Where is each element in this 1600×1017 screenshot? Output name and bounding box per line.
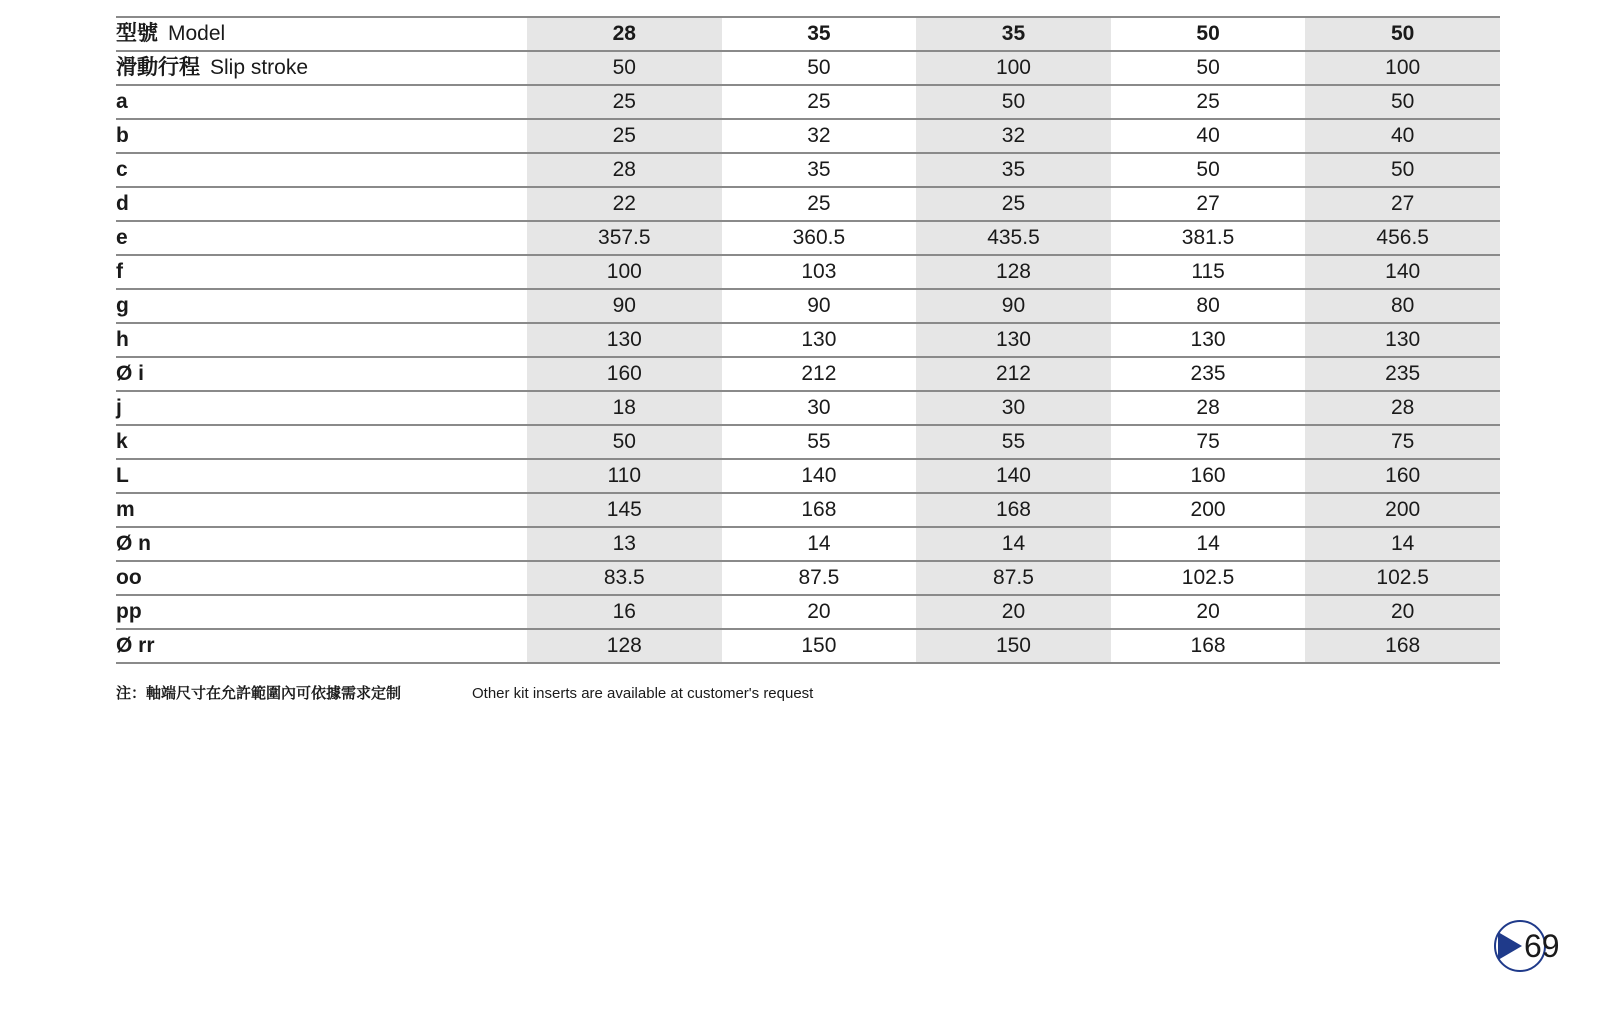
table-cell: 20 <box>1111 595 1306 629</box>
spec-table-body <box>116 17 1500 663</box>
table-cell: 20 <box>722 595 917 629</box>
table-cell: 25 <box>527 119 722 153</box>
table-cell: 16 <box>527 595 722 629</box>
table-cell: 90 <box>722 289 917 323</box>
table-cell: 50 <box>1111 51 1306 85</box>
row-label: Ø n <box>116 527 527 561</box>
row-label: j <box>116 391 527 425</box>
table-cell: 130 <box>916 323 1111 357</box>
row-label: g <box>116 289 527 323</box>
table-cell: 50 <box>1305 85 1500 119</box>
table-cell: 90 <box>916 289 1111 323</box>
table-cell: 130 <box>722 323 917 357</box>
table-row <box>116 289 1500 323</box>
table-cell: 50 <box>527 51 722 85</box>
row-label: c <box>116 153 527 187</box>
table-cell: 87.5 <box>916 561 1111 595</box>
table-cell: 50 <box>527 425 722 459</box>
note-chinese: 注：軸端尺寸在允許範圍內可依據需求定制 <box>116 685 402 702</box>
row-label: d <box>116 187 527 221</box>
table-cell: 25 <box>722 85 917 119</box>
row-label <box>116 17 527 51</box>
table-cell: 200 <box>1111 493 1306 527</box>
row-label: m <box>116 493 527 527</box>
model-label-cn: 型號 <box>116 22 158 45</box>
row-label: b <box>116 119 527 153</box>
table-cell: 102.5 <box>1111 561 1306 595</box>
table-cell: 28 <box>527 153 722 187</box>
table-cell: 40 <box>1111 119 1306 153</box>
table-row <box>116 629 1500 663</box>
table-row <box>116 323 1500 357</box>
table-cell: 28 <box>1305 391 1500 425</box>
table-row <box>116 119 1500 153</box>
table-row <box>116 425 1500 459</box>
table-row <box>116 459 1500 493</box>
table-cell: 80 <box>1305 289 1500 323</box>
table-cell: 100 <box>1305 51 1500 85</box>
table-cell: 357.5 <box>527 221 722 255</box>
table-cell: 103 <box>722 255 917 289</box>
table-cell: 100 <box>916 51 1111 85</box>
table-header-row <box>116 17 1500 51</box>
table-cell: 128 <box>916 255 1111 289</box>
table-cell: 20 <box>916 595 1111 629</box>
table-cell: 145 <box>527 493 722 527</box>
row-label: a <box>116 85 527 119</box>
table-cell: 456.5 <box>1305 221 1500 255</box>
table-cell: 110 <box>527 459 722 493</box>
table-cell: 25 <box>916 187 1111 221</box>
table-cell: 160 <box>1305 459 1500 493</box>
row-label: L <box>116 459 527 493</box>
table-cell: 40 <box>1305 119 1500 153</box>
table-row <box>116 391 1500 425</box>
table-cell: 50 <box>1111 153 1306 187</box>
table-row <box>116 357 1500 391</box>
table-cell: 14 <box>916 527 1111 561</box>
row-label: e <box>116 221 527 255</box>
table-row <box>116 153 1500 187</box>
table-cell: 14 <box>722 527 917 561</box>
table-cell: 140 <box>1305 255 1500 289</box>
note-english: Other kit inserts are available at customer's request <box>472 685 814 702</box>
table-cell: 22 <box>527 187 722 221</box>
table-row <box>116 561 1500 595</box>
model-label-en: Model <box>168 22 226 45</box>
table-cell: 80 <box>1111 289 1306 323</box>
row-label <box>116 51 527 85</box>
table-row <box>116 527 1500 561</box>
row-label-cn: 滑動行程 <box>116 56 200 79</box>
table-cell: 381.5 <box>1111 221 1306 255</box>
table-cell: 150 <box>722 629 917 663</box>
table-cell: 130 <box>1111 323 1306 357</box>
table-cell: 140 <box>722 459 917 493</box>
spec-table <box>116 16 1500 664</box>
table-cell: 200 <box>1305 493 1500 527</box>
page-number-badge <box>1494 920 1560 972</box>
play-arrow-icon <box>1498 932 1522 960</box>
table-row <box>116 51 1500 85</box>
table-row <box>116 85 1500 119</box>
table-cell: 35 <box>916 153 1111 187</box>
table-cell: 13 <box>527 527 722 561</box>
table-cell: 115 <box>1111 255 1306 289</box>
table-cell: 235 <box>1305 357 1500 391</box>
row-label: Ø i <box>116 357 527 391</box>
table-cell: 87.5 <box>722 561 917 595</box>
table-cell: 30 <box>916 391 1111 425</box>
page-number: 69 <box>1524 928 1560 964</box>
model-cell: 35 <box>916 17 1111 51</box>
table-cell: 100 <box>527 255 722 289</box>
table-cell: 18 <box>527 391 722 425</box>
table-cell: 35 <box>722 153 917 187</box>
model-cell: 50 <box>1111 17 1306 51</box>
table-cell: 435.5 <box>916 221 1111 255</box>
table-cell: 50 <box>722 51 917 85</box>
table-cell: 27 <box>1111 187 1306 221</box>
row-label: pp <box>116 595 527 629</box>
model-cell: 28 <box>527 17 722 51</box>
table-cell: 27 <box>1305 187 1500 221</box>
table-cell: 32 <box>722 119 917 153</box>
table-cell: 160 <box>527 357 722 391</box>
table-cell: 140 <box>916 459 1111 493</box>
table-cell: 14 <box>1111 527 1306 561</box>
table-cell: 360.5 <box>722 221 917 255</box>
table-cell: 50 <box>916 85 1111 119</box>
row-label: f <box>116 255 527 289</box>
table-cell: 130 <box>527 323 722 357</box>
table-cell: 160 <box>1111 459 1306 493</box>
table-cell: 168 <box>916 493 1111 527</box>
table-cell: 28 <box>1111 391 1306 425</box>
row-label: h <box>116 323 527 357</box>
table-cell: 83.5 <box>527 561 722 595</box>
table-cell: 32 <box>916 119 1111 153</box>
table-cell: 168 <box>1305 629 1500 663</box>
row-label: Ø rr <box>116 629 527 663</box>
table-cell: 25 <box>527 85 722 119</box>
table-cell: 25 <box>722 187 917 221</box>
table-cell: 55 <box>722 425 917 459</box>
table-cell: 25 <box>1111 85 1306 119</box>
table-cell: 20 <box>1305 595 1500 629</box>
table-cell: 168 <box>722 493 917 527</box>
table-cell: 30 <box>722 391 917 425</box>
table-row <box>116 187 1500 221</box>
model-cell: 50 <box>1305 17 1500 51</box>
table-cell: 75 <box>1305 425 1500 459</box>
table-row <box>116 221 1500 255</box>
table-cell: 212 <box>722 357 917 391</box>
table-cell: 235 <box>1111 357 1306 391</box>
table-cell: 212 <box>916 357 1111 391</box>
table-cell: 90 <box>527 289 722 323</box>
row-label-en: Slip stroke <box>210 56 309 79</box>
table-row <box>116 595 1500 629</box>
row-label: oo <box>116 561 527 595</box>
table-row <box>116 255 1500 289</box>
table-cell: 14 <box>1305 527 1500 561</box>
table-cell: 50 <box>1305 153 1500 187</box>
table-cell: 128 <box>527 629 722 663</box>
table-cell: 102.5 <box>1305 561 1500 595</box>
table-cell: 150 <box>916 629 1111 663</box>
table-cell: 55 <box>916 425 1111 459</box>
model-cell: 35 <box>722 17 917 51</box>
table-cell: 168 <box>1111 629 1306 663</box>
table-row <box>116 493 1500 527</box>
row-label: k <box>116 425 527 459</box>
table-cell: 130 <box>1305 323 1500 357</box>
table-cell: 75 <box>1111 425 1306 459</box>
